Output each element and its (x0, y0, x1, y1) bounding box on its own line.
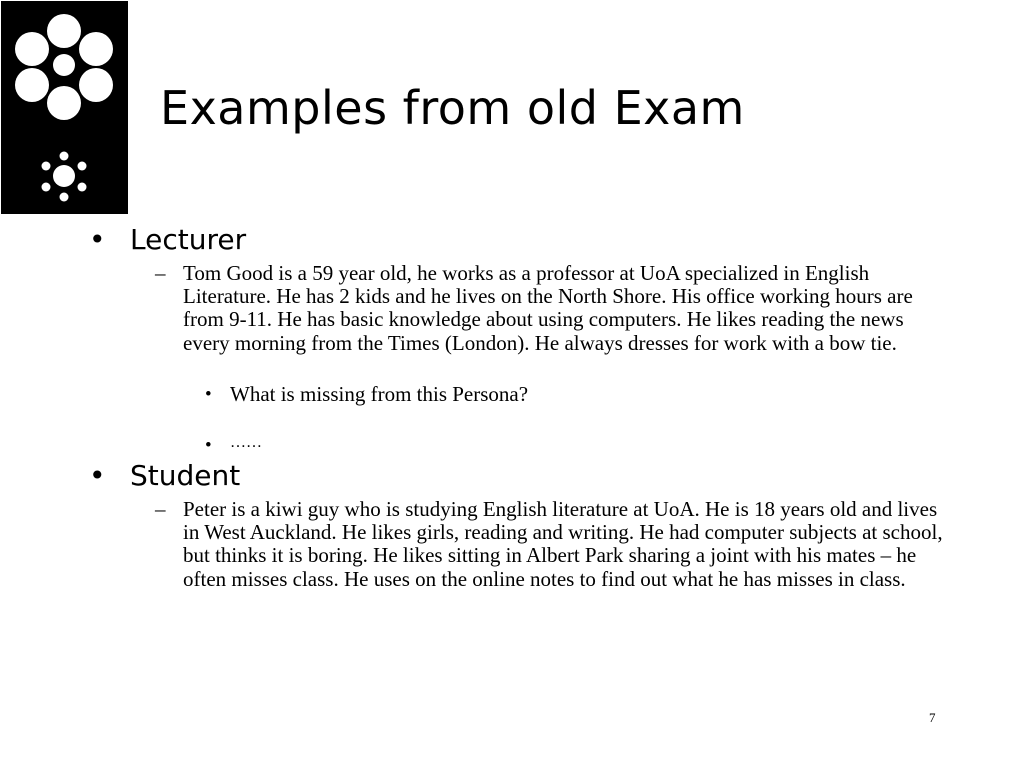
sub-bullet-ellipsis: …… (230, 434, 262, 451)
dash-icon: – (155, 261, 166, 285)
lecturer-persona-description: Tom Good is a 59 year old, he works as a professor at UoA specialized in English Literature. He has 2 kids and he lives on the North Shore. His office working hours are from 9-11. He has basic knowledge about using computers. He likes reading the news every morning from the Times (London). He always dresses for work with a bow tie. (183, 261, 913, 355)
bullet-icon: • (89, 223, 106, 256)
bullet-icon: • (89, 459, 106, 492)
slide-title: Examples from old Exam (160, 81, 745, 135)
page-number: 7 (929, 710, 936, 725)
dash-icon: – (155, 497, 166, 521)
bullet-icon: • (205, 384, 212, 405)
section-heading-student: Student (130, 459, 241, 492)
section-heading-lecturer: Lecturer (130, 223, 247, 256)
student-persona-description: Peter is a kiwi guy who is studying English literature at UoA. He is 18 years old and lives in West Auckland. He likes girls, reading and writing. He had computer subjects at school, but thinks it is boring. He likes sitting in Albert Park sharing a joint with his mates – he often misses class. He uses on the online notes to find out what he has misses in class. (183, 497, 943, 591)
sub-bullet-question: What is missing from this Persona? (230, 382, 529, 406)
bullet-icon: • (205, 435, 212, 456)
flower-dots-logo-icon (1, 1, 128, 214)
